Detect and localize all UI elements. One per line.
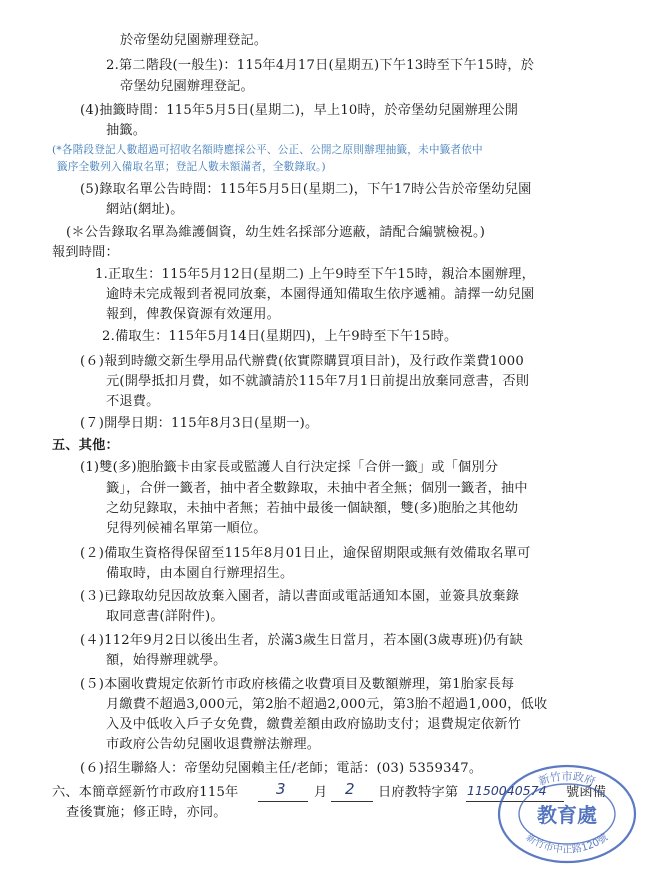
text-line: 市政府公告幼兒園收退費辦法辦理。	[106, 737, 321, 752]
text-line: (６)報到時繳交新生學用品代辦費(依實際購買項目計)，及行政作業費1000	[80, 354, 524, 369]
text-line: 取同意書(詳附件)。	[106, 609, 224, 624]
stamp-arc-top-text: 新竹市政府	[536, 769, 598, 789]
section-label: 報到時間：	[52, 245, 119, 260]
text-line: 抽籤。	[106, 123, 147, 138]
text-line: 入及中低收入戶子女免費，繳費差額由政府協助支付；退費規定依新竹	[106, 717, 522, 732]
text-line: 網站(網址)。	[106, 202, 184, 217]
official-seal-stamp	[492, 752, 642, 864]
stamp-center-text: 教育處	[537, 803, 597, 827]
text-line: 兒得列候補名單第一順位。	[106, 521, 267, 536]
text-line: 1.正取生：115年5月12日(星期二) 上午9時至下午15時，親洽本園辦理，	[95, 267, 536, 282]
article6-text-4: 號函備	[566, 785, 607, 800]
blank-underline	[331, 801, 373, 802]
note-line: 籤序全數列入備取名單；登記人數未額滿者，全數錄取。)	[57, 161, 326, 173]
text-line: (５)本園收費規定依新竹市政府核備之收費項目及數額辦理，第1胎家長每	[80, 677, 515, 692]
article6-text-5: 查後實施；修正時，亦同。	[66, 805, 227, 820]
text-line: (5)錄取名單公告時間：115年5月5日(星期二)，下午17時公告於帝堡幼兒園	[80, 182, 532, 197]
text-line: (4)抽籤時間：115年5月5日(星期二)，早上10時，於帝堡幼兒園辦理公開	[80, 103, 519, 118]
handwritten-month: 3	[276, 780, 286, 798]
text-line: 2.第二階段(一般生)：115年4月17日(星期五)下午13時至下午15時，於	[106, 58, 535, 73]
text-line: (３)已錄取幼兒因故放棄入園者，請以書面或電話通知本園，並簽具放棄錄	[80, 589, 520, 604]
article6-text-1: 六、本簡章經新竹市政府115年	[52, 785, 239, 800]
handwritten-document-number: 1150040574	[467, 783, 547, 798]
text-line: 報到，俾教保資源有效運用。	[106, 307, 281, 322]
blank-underline	[258, 801, 308, 802]
handwritten-day: 2	[345, 780, 355, 798]
text-line: 元(開學抵扣月費，如不就讀請於115年7月1日前提出放棄同意書，否則	[106, 374, 530, 389]
text-line: 不退費。	[106, 394, 160, 409]
text-line: 月繳費不超過3,000元，第2胎不超過2,000元，第3胎不超過1,000，低收	[106, 697, 548, 712]
text-line: 額，始得辦理就學。	[106, 653, 227, 668]
text-line: 籤」，合併一籤者，抽中者全數錄取，未抽中者全無；個別一籤者，抽中	[106, 481, 528, 496]
text-line: 於帝堡幼兒園辦理登記。	[120, 33, 268, 48]
text-line: 2.備取生：115年5月14日(星期四)，上午9時至下午15時。	[102, 329, 458, 344]
text-line: (1)雙(多)胞胎籤卡由家長或監護人自行決定採「合併一籤」或「個別分	[80, 460, 499, 475]
note-line: (*各階段登記人數超過可招收名額時應採公平、公正、公開之原則辦理抽籤，未中籤者依中	[52, 144, 483, 156]
text-line: (４)112年9月2日以後出生者，於滿3歲生日當月，若本園(3歲專班)仍有缺	[80, 633, 523, 648]
text-line: 逾時未完成報到者視同放棄，本園得通知備取生依序遞補。請擇一幼兒園	[106, 287, 535, 302]
text-line: (７)開學日期：115年8月3日(星期一)。	[80, 416, 319, 431]
text-line: 帝堡幼兒園辦理登記。	[120, 79, 254, 94]
text-line: (２)備取生資格得保留至115年8月01日止，逾保留期限或無有效備取名單可	[80, 546, 531, 561]
text-line: (６)招生聯絡人：帝堡幼兒園賴主任/老師；電話：(03) 5359347。	[80, 761, 483, 776]
article6-text-2: 月	[314, 785, 328, 800]
text-line: 之幼兒錄取，未抽中者無；若抽中最後一個缺額，雙(多)胞胎之其他幼	[106, 501, 519, 516]
text-line: 備取時，由本園自行辦理招生。	[106, 566, 294, 581]
stamp-arc-bottom-text: 新竹市中正路120號	[523, 832, 611, 856]
text-line: (＊公告錄取名單為維護個資，幼生姓名採部分遮蔽，請配合編號檢視。)	[66, 225, 486, 240]
article6-text-3: 日府教特字第	[378, 785, 459, 800]
section-heading: 五、其他：	[52, 438, 119, 453]
